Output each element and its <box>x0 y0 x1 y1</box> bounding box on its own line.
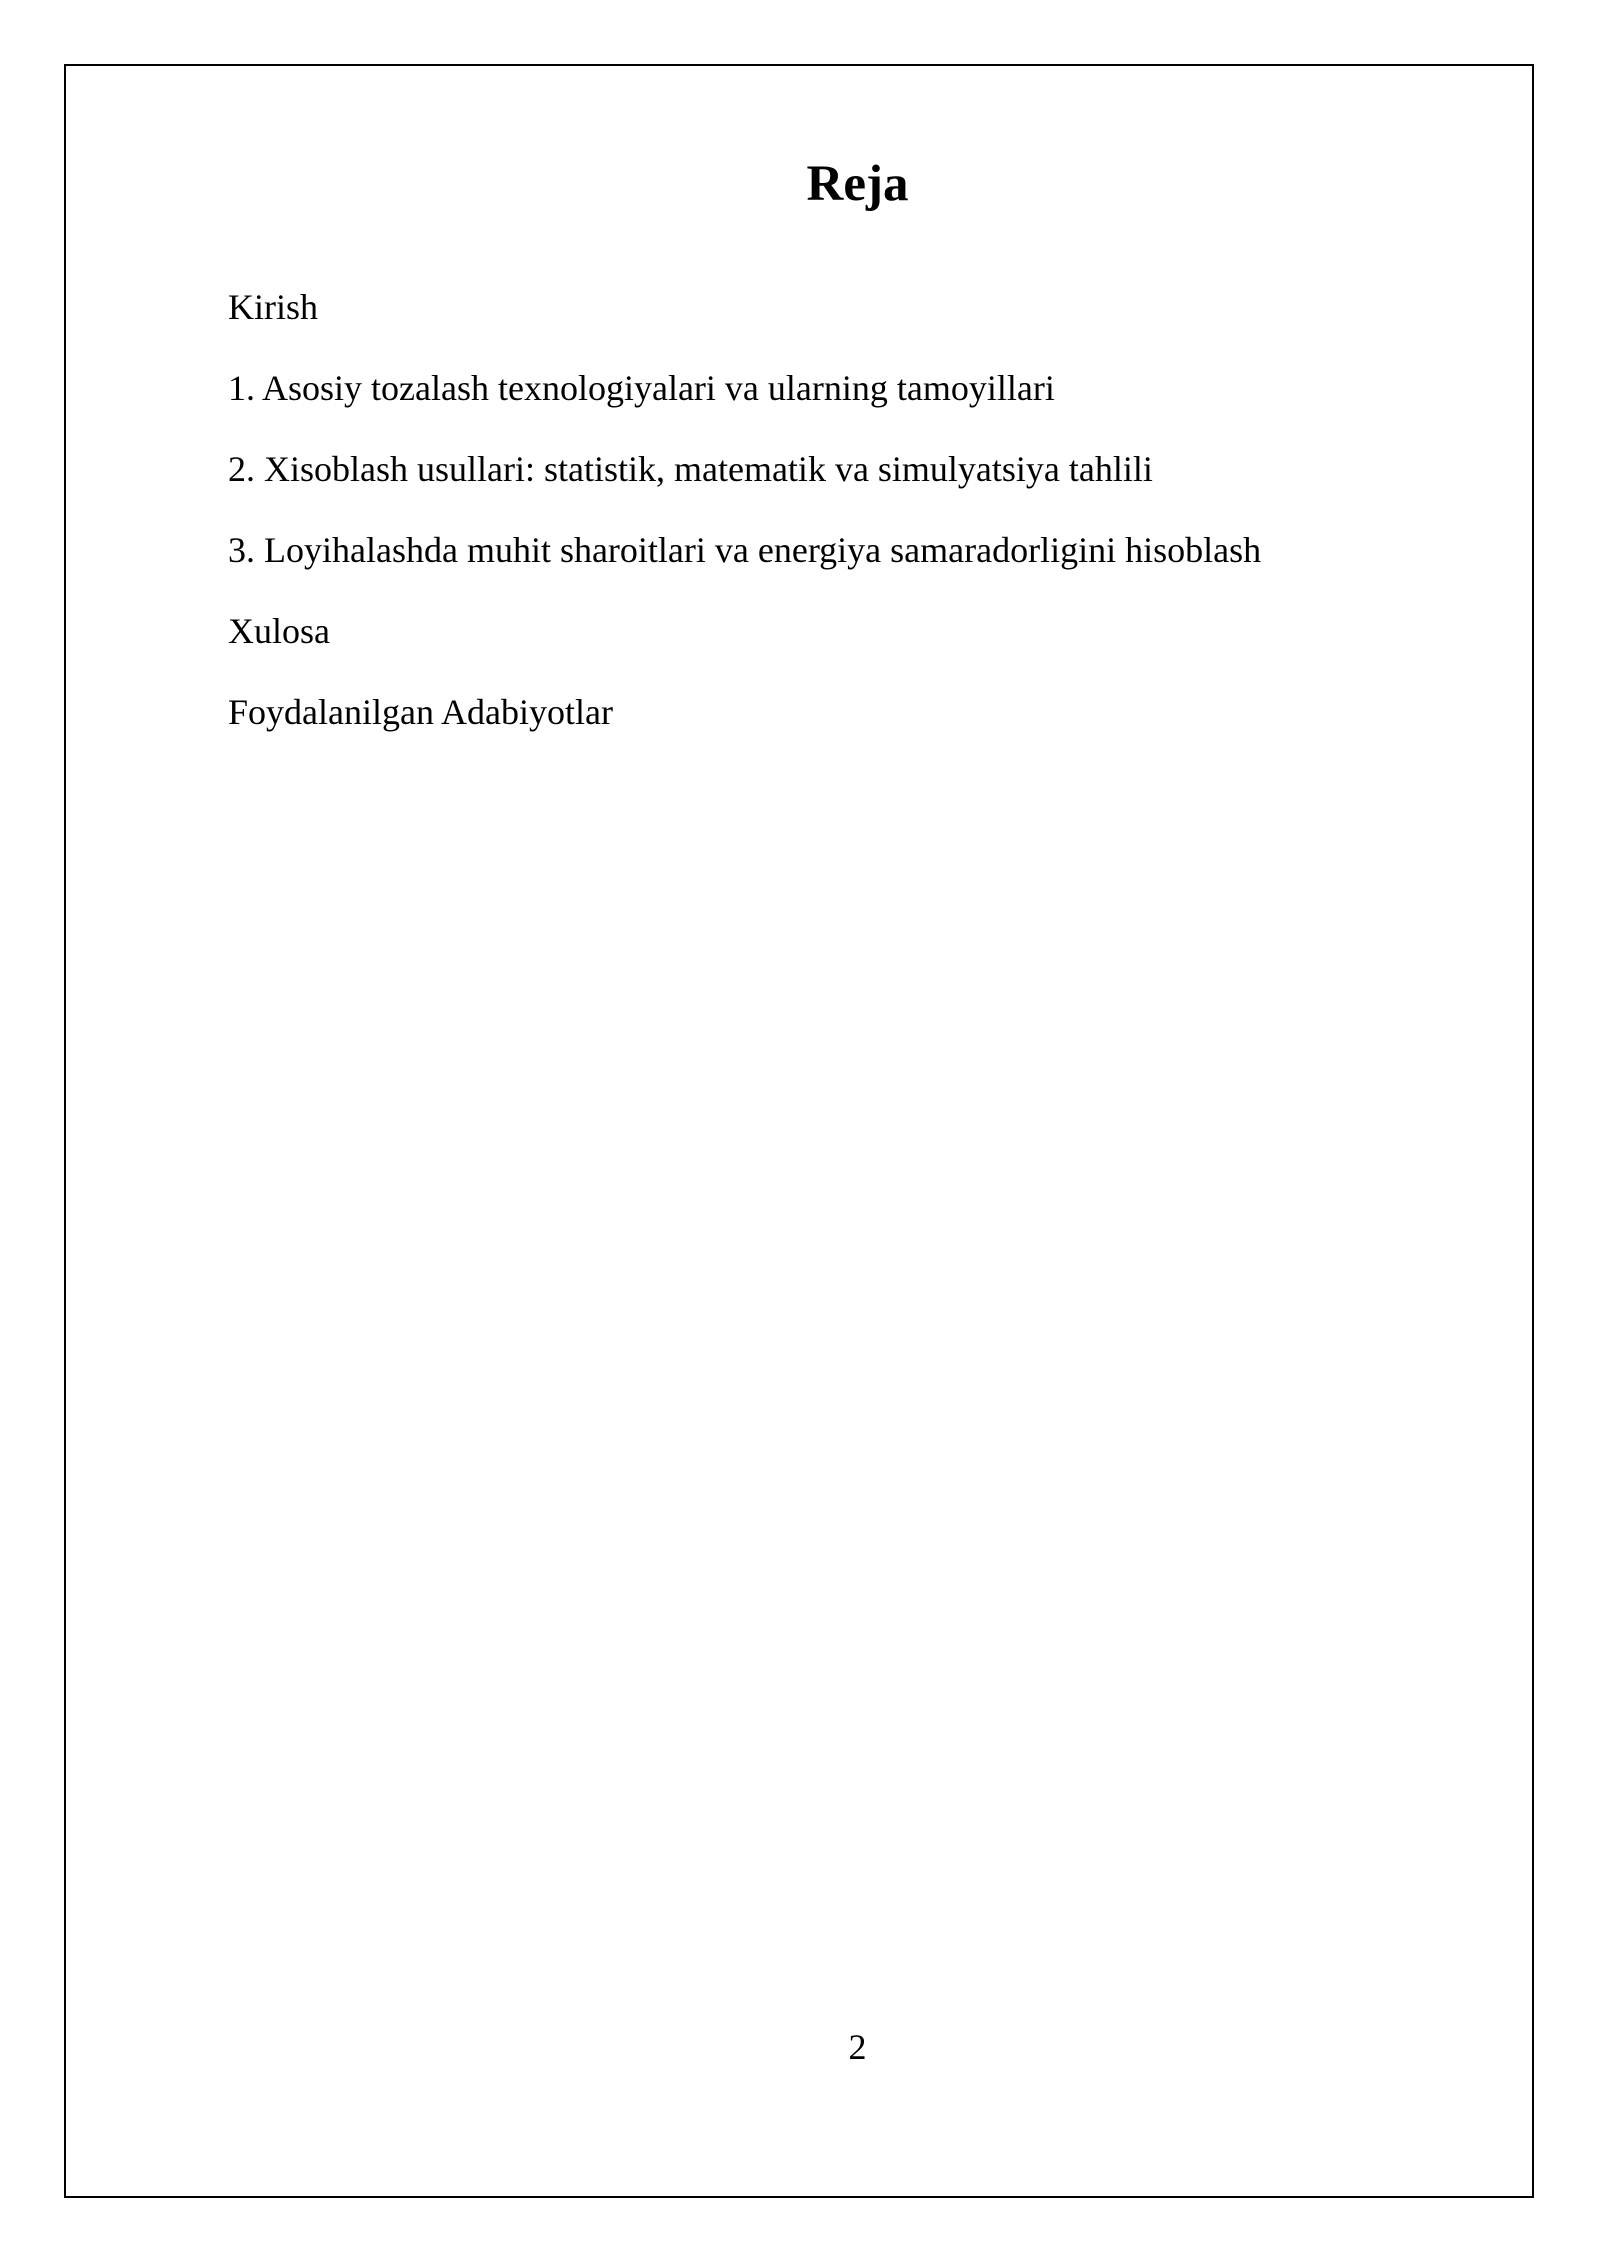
page-number: 2 <box>848 2027 867 2067</box>
toc-item-2: 2. Xisoblash usullari: statistik, matematik va simulyatsiya tahlili <box>228 449 1153 489</box>
table-of-contents <box>228 285 1261 771</box>
page-title: Reja <box>806 156 909 212</box>
toc-item-references: Foydalanilgan Adabiyotlar <box>228 692 613 732</box>
toc-item-1: 1. Asosiy tozalash texnologiyalari va ularning tamoyillari <box>228 368 1055 408</box>
toc-item-conclusion: Xulosa <box>228 611 330 651</box>
toc-item-intro: Kirish <box>228 287 318 327</box>
toc-item-3: 3. Loyihalashda muhit sharoitlari va energiya samaradorligini hisoblash <box>228 530 1262 570</box>
